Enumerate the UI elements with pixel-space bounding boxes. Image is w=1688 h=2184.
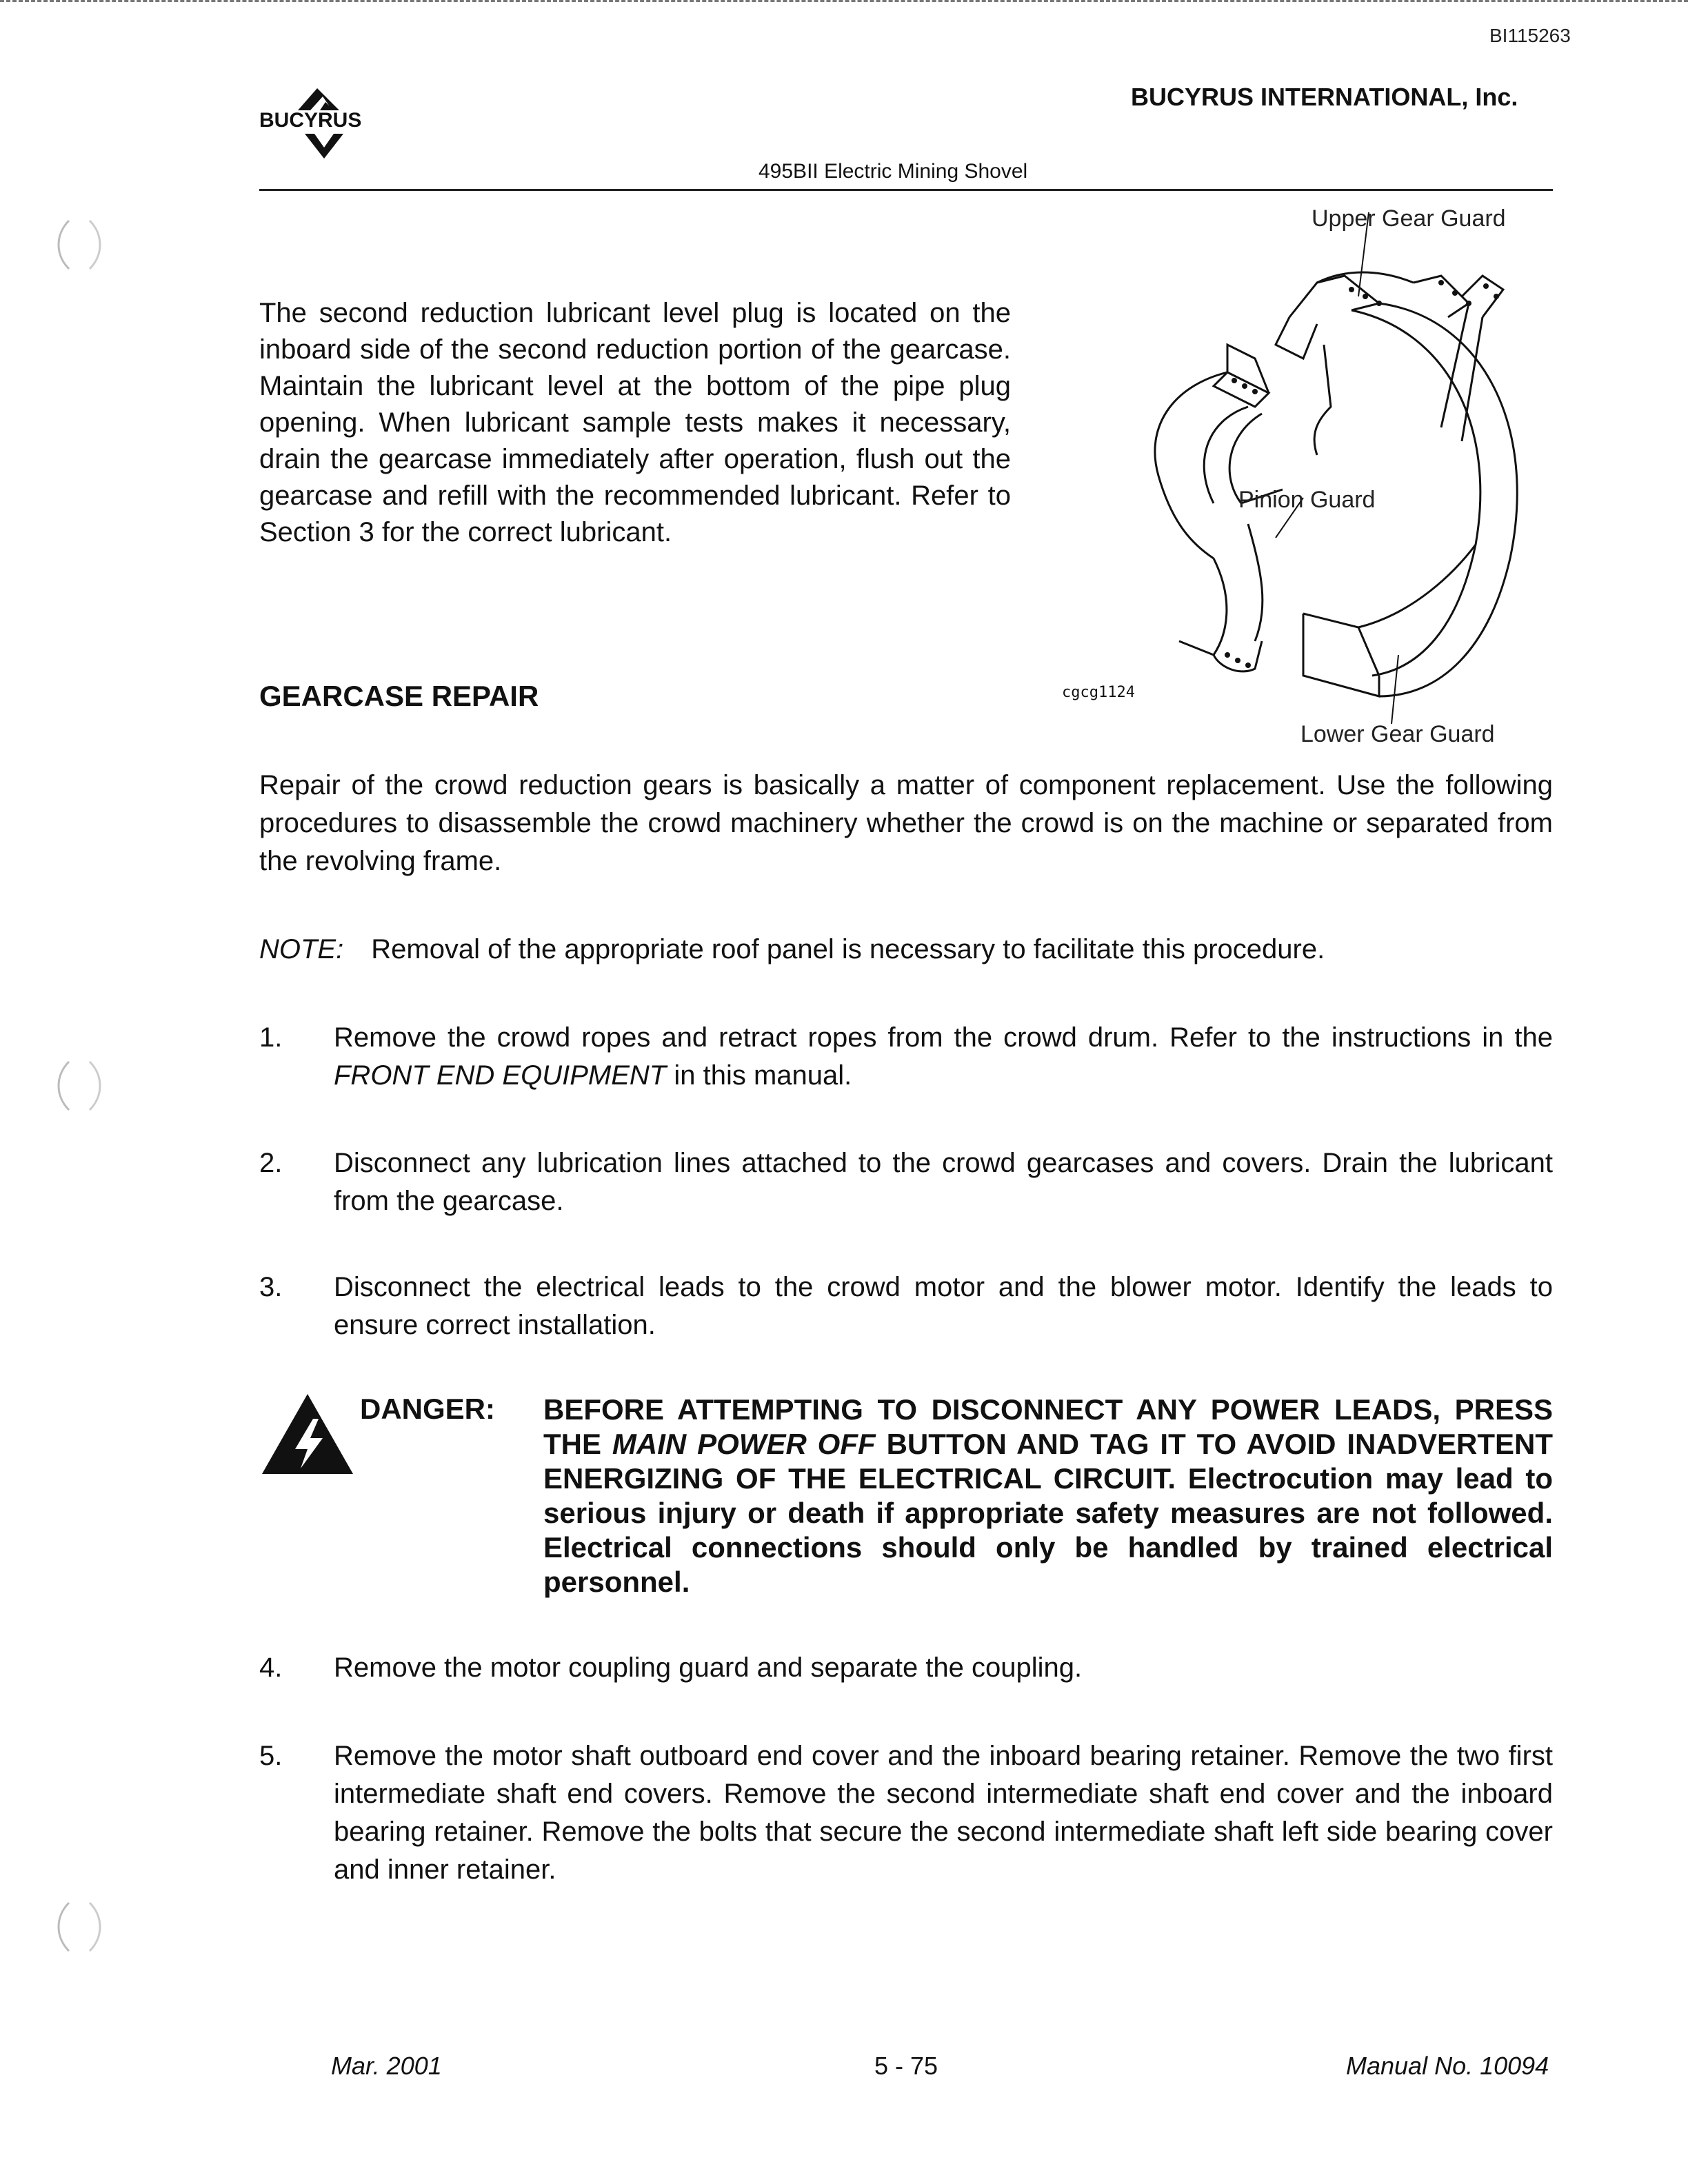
step-text: Remove the crowd ropes and retract ropes from the crowd drum. Refer to the instructions in the FRONT END EQUIPMENT in this manual.	[334, 1022, 1553, 1091]
note-label: NOTE:	[259, 934, 344, 964]
logo-text: BUCYRUS	[259, 109, 362, 132]
company-name: BUCYRUS INTERNATIONAL, Inc.	[1131, 83, 1518, 111]
label-pinion-guard: Pinion Guard	[1238, 487, 1376, 513]
intro-paragraph: The second reduction lubricant level plug is located on the inboard side of the second reduction portion of the gearcase. Maintain the lubricant level at the bottom of the pipe plug opening. When lubricant sample tests makes it necessary, drain the gearcase immediately after operation, flush out the gearcase and refill with the recommended lubricant. Refer to Section 3 for the correct lubricant.	[259, 298, 1011, 547]
step-number: 1.	[259, 1022, 283, 1053]
step-text: Remove the motor coupling guard and separate the coupling.	[334, 1652, 1083, 1683]
danger-text: BEFORE ATTEMPTING TO DISCONNECT ANY POWER LEADS, PRESS THE MAIN POWER OFF BUTTON AND TAG IT TO AVOID INADVERTENT ENERGIZING OF THE ELECTRICAL CIRCUIT. Electrocution may lead to serious injury or death if appropriate safety measures are not followed. Electrical connections should only be handled by trained electrical personnel.	[543, 1393, 1554, 1598]
step-text: Disconnect any lubrication lines attached to the crowd gearcases and covers. Drain the lubricant from the gearcase.	[334, 1148, 1553, 1216]
document-id: BI115263	[1489, 25, 1571, 46]
step-1	[259, 1019, 1553, 1095]
scan-top-edge	[0, 0, 1688, 2]
section-title: GEARCASE REPAIR	[259, 680, 539, 712]
step-number: 3.	[259, 1272, 283, 1302]
manual-subtitle: 495BII Electric Mining Shovel	[758, 160, 1028, 183]
footer-page-number: 5 - 75	[874, 2052, 938, 2080]
footer-manual-number: Manual No. 10094	[1346, 2052, 1549, 2080]
binder-hole-mark	[48, 1889, 110, 1965]
gear-guard-figure	[1055, 200, 1545, 751]
footer-date: Mar. 2001	[331, 2052, 442, 2080]
section-paragraph: Repair of the crowd reduction gears is basically a matter of component replacement. Use the following procedures to disassemble the crowd machinery whether the crowd is on the machine or separated from the revolving frame.	[259, 770, 1553, 876]
figure-code: cgcg1124	[1062, 684, 1135, 701]
emphasis: FRONT END EQUIPMENT	[334, 1060, 667, 1091]
label-lower-gear-guard: Lower Gear Guard	[1300, 721, 1495, 747]
header-divider	[259, 189, 1553, 191]
step-4	[259, 1649, 1553, 1687]
danger-warning-icon	[259, 1391, 356, 1477]
step-number: 2.	[259, 1148, 283, 1178]
step-2	[259, 1144, 1553, 1220]
binder-hole-mark	[48, 207, 110, 283]
step-number: 5.	[259, 1741, 283, 1771]
step-number: 4.	[259, 1652, 283, 1683]
label-upper-gear-guard: Upper Gear Guard	[1312, 205, 1506, 232]
note-text: Removal of the appropriate roof panel is necessary to facilitate this procedure.	[371, 934, 1325, 964]
danger-label: DANGER:	[360, 1393, 495, 1425]
step-text: Remove the motor shaft outboard end cover and the inboard bearing retainer. Remove the two first intermediate shaft end covers. Remove the second intermediate shaft end cover and the inboard bearing retainer. Remove the bolts that secure the second intermediate shaft left side bearing cover and inner retainer.	[334, 1741, 1553, 1885]
step-3	[259, 1268, 1553, 1344]
binder-hole-mark	[48, 1048, 110, 1124]
step-5	[259, 1737, 1553, 1889]
emphasis: MAIN POWER OFF	[612, 1428, 876, 1460]
bucyrus-logo	[257, 81, 388, 171]
step-text: Disconnect the electrical leads to the crowd motor and the blower motor. Identify the leads to ensure correct installation.	[334, 1272, 1553, 1340]
note	[259, 931, 1553, 969]
